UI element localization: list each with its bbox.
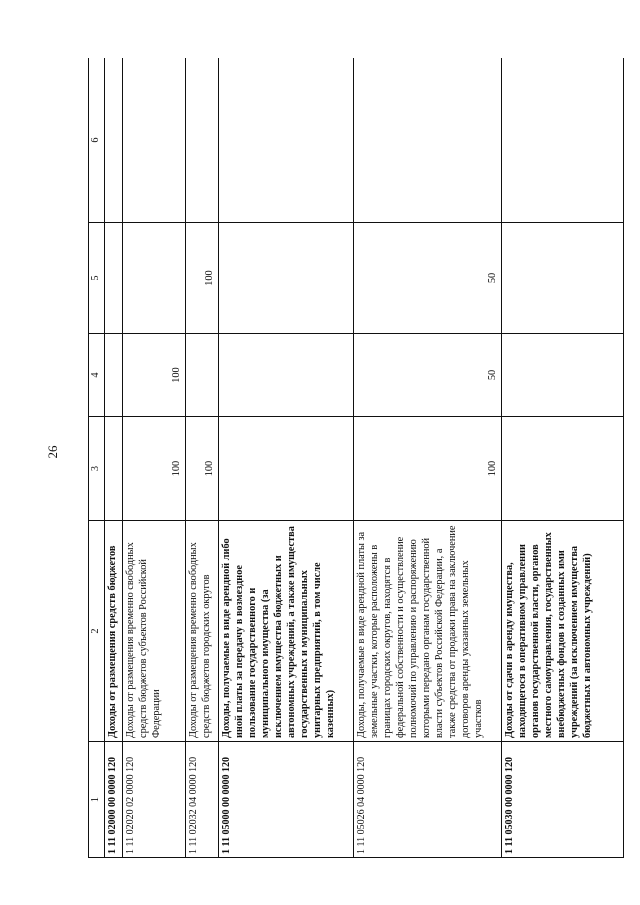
rotated-table-area	[88, 58, 624, 858]
cell-col5	[218, 223, 353, 334]
col-header-3: 3	[89, 417, 105, 521]
row-name: Доходы от размещения временно свободных средств бюджетов субъектов Российской Федерации	[122, 521, 185, 742]
cell-col5: 50	[353, 223, 501, 334]
table-row	[502, 58, 624, 858]
row-code: 1 11 02032 04 0000 120	[185, 742, 218, 858]
col-header-4: 4	[89, 334, 105, 417]
cell-col5	[105, 223, 123, 334]
col-header-5: 5	[89, 223, 105, 334]
cell-col6	[218, 58, 353, 223]
cell-col3: 100	[353, 417, 501, 521]
cell-col4	[185, 334, 218, 417]
cell-col3: 100	[122, 417, 185, 521]
cell-col5: 100	[185, 223, 218, 334]
row-name: Доходы от размещения средств бюджетов	[105, 521, 123, 742]
table-row	[353, 58, 501, 858]
cell-col3	[502, 417, 624, 521]
cell-col6	[502, 58, 624, 223]
row-code: 1 11 05030 00 0000 120	[502, 742, 624, 858]
table-row	[185, 58, 218, 858]
row-code: 1 11 05026 04 0000 120	[353, 742, 501, 858]
col-header-1: 1	[89, 742, 105, 858]
row-code: 1 11 02000 00 0000 120	[105, 742, 123, 858]
cell-col6	[105, 58, 123, 223]
col-header-2: 2	[89, 521, 105, 742]
cell-col6	[353, 58, 501, 223]
table-row	[122, 58, 185, 858]
cell-col6	[185, 58, 218, 223]
cell-col4	[218, 334, 353, 417]
cell-col3: 100	[185, 417, 218, 521]
cell-col5	[502, 223, 624, 334]
page-number: 26	[45, 445, 60, 459]
header-row	[89, 58, 105, 858]
row-name: Доходы, получаемые в виде арендной платы за земельные участки, которые расположены в границах городских округов, находятся в федеральной собственности и осуществление полномочий по управлению и распоряжению которыми передано органам государственной власти субъектов Российской Федерации, а также средства от продажи права на заключение договоров аренды указанных земельных участков	[353, 521, 501, 742]
row-name: Доходы от сдачи в аренду имущества, находящегося в оперативном управлении органов государственной власти, органов местного самоуправления, государственных внебюджетных фондов и созданных ими учреждений (за исключением имущества бюджетных и автономных учреждений)	[502, 521, 624, 742]
table-row	[218, 58, 353, 858]
row-code: 1 11 02020 02 0000 120	[122, 742, 185, 858]
cell-col3	[218, 417, 353, 521]
cell-col4	[105, 334, 123, 417]
row-code: 1 11 05000 00 0000 120	[218, 742, 353, 858]
cell-col4: 100	[122, 334, 185, 417]
table-row	[105, 58, 123, 858]
revenue-table	[88, 58, 624, 858]
cell-col4: 50	[353, 334, 501, 417]
col-header-6: 6	[89, 58, 105, 223]
row-name: Доходы от размещения временно свободных средств бюджетов городских округов	[185, 521, 218, 742]
cell-col6	[122, 58, 185, 223]
cell-col4	[502, 334, 624, 417]
cell-col3	[105, 417, 123, 521]
cell-col5	[122, 223, 185, 334]
row-name: Доходы, получаемые в виде арендной либо иной платы за передачу в возмездное пользование государственного и муниципального имущества (за исключением имущества бюджетных и автономных учреждений, а также имущества государственных и муниципальных унитарных предприятий, в том числе казенных)	[218, 521, 353, 742]
